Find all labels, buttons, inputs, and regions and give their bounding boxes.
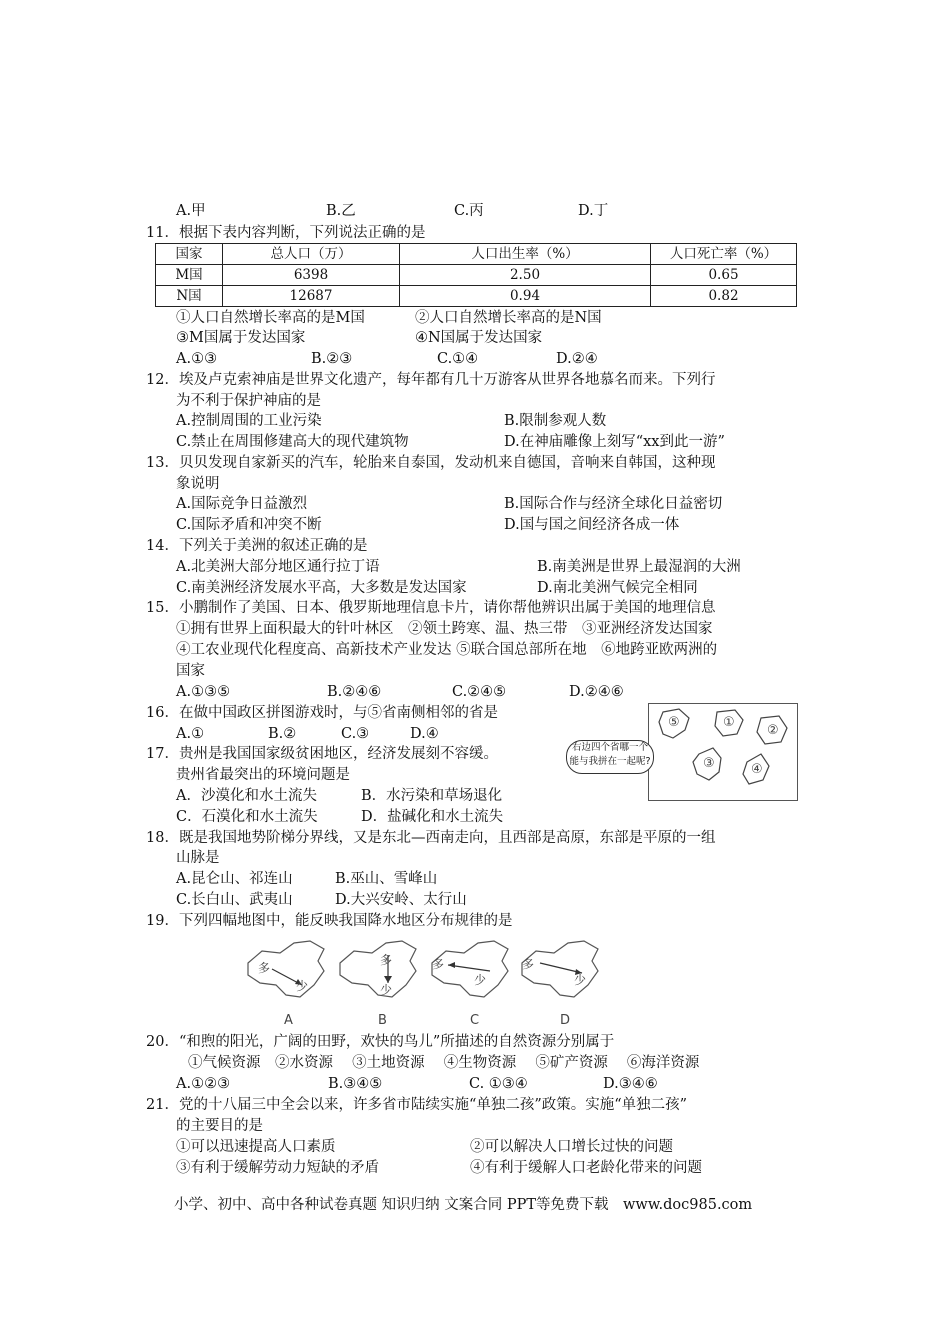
q10-option-d: D.丁 xyxy=(578,203,609,219)
map-c-duo: 多 xyxy=(432,957,445,971)
q12-stem-line2: 为不利于保护神庙的是 xyxy=(176,393,321,409)
q15-option-c: C.②④⑤ xyxy=(452,684,507,700)
q11-statement-1: ①人口自然增长率高的是M国 xyxy=(176,310,365,326)
q17-option-d: D．盐碱化和水土流失 xyxy=(361,809,504,825)
q15-stem-line3: ④工农业现代化程度高、高新技术产业发达 ⑤联合国总部所在地 ⑥地跨亚欧两洲的 xyxy=(176,642,718,658)
table-header: 总人口（万） xyxy=(223,244,400,265)
q15-option-d: D.②④⑥ xyxy=(569,684,624,700)
puzzle-mark-2: ② xyxy=(767,723,779,738)
q13-option-c: C.国际矛盾和冲突不断 xyxy=(176,517,322,533)
q16-option-b: B.② xyxy=(268,726,297,742)
speech-bubble xyxy=(566,740,654,774)
table-header: 人口死亡率（%） xyxy=(651,244,797,265)
table-cell: 0.82 xyxy=(651,286,797,307)
q13-stem-line2: 象说明 xyxy=(176,476,220,492)
q16-stem: 16．在做中国政区拼图游戏时，与⑤省南侧相邻的省是 xyxy=(146,705,498,721)
q21-statement-1: ①可以迅速提高人口素质 xyxy=(176,1139,336,1155)
q17-stem-line1: 17．贵州是我国国家级贫困地区，经济发展刻不容缓。 xyxy=(146,746,498,762)
map-d-shao: 少 xyxy=(574,973,587,987)
table-cell: 6398 xyxy=(223,265,400,286)
precip-map-c xyxy=(424,935,520,1007)
map-label-a: A xyxy=(284,1013,293,1028)
q15-option-b: B.②④⑥ xyxy=(327,684,382,700)
table-cell: N国 xyxy=(156,286,223,307)
q10-option-c: C.丙 xyxy=(454,203,484,219)
q12-option-a: A.控制周围的工业污染 xyxy=(176,413,322,429)
q11-statement-3: ③M国属于发达国家 xyxy=(176,330,306,346)
q15-stem-line2: ①拥有世界上面积最大的针叶林区 ②领土跨寒、温、热三带 ③亚洲经济发达国家 xyxy=(176,621,713,637)
q20-option-a: A.①②③ xyxy=(176,1076,231,1092)
q20-stem-line1: 20．“和煦的阳光，广阔的田野，欢快的鸟儿”所描述的自然资源分别属于 xyxy=(146,1034,615,1050)
table-cell: 12687 xyxy=(223,286,400,307)
map-label-d: D xyxy=(560,1013,571,1028)
q16-option-c: C.③ xyxy=(341,726,370,742)
q20-stem-line2: ①气候资源 ②水资源 ③土地资源 ④生物资源 ⑤矿产资源 ⑥海洋资源 xyxy=(188,1055,700,1071)
q14-option-d: D.南北美洲气候完全相同 xyxy=(537,580,698,596)
q11-statement-4: ④N国属于发达国家 xyxy=(415,330,543,346)
puzzle-mark-4: ④ xyxy=(751,762,763,777)
precip-map-b xyxy=(332,935,428,1007)
puzzle-mark-5: ⑤ xyxy=(668,715,680,730)
q16-option-a: A.① xyxy=(176,726,205,742)
table-cell: M国 xyxy=(156,265,223,286)
table-cell: 0.65 xyxy=(651,265,797,286)
map-d-duo: 多 xyxy=(522,957,535,971)
q13-option-d: D.国与国之间经济各成一体 xyxy=(504,517,680,533)
q20-option-d: D.③④⑥ xyxy=(603,1076,658,1092)
q18-stem-line2: 山脉是 xyxy=(176,850,220,866)
q11-option-c: C.①④ xyxy=(437,351,479,367)
q17-option-a: A．沙漠化和水土流失 xyxy=(176,788,317,804)
table-header-row xyxy=(156,244,797,265)
puzzle-mark-3: ③ xyxy=(703,756,715,771)
q21-statement-2: ②可以解决人口增长过快的问题 xyxy=(470,1139,673,1155)
q12-option-d: D.在神庙雕像上刻写“xx到此一游” xyxy=(504,434,725,450)
q21-stem-line2: 的主要目的是 xyxy=(176,1118,263,1134)
q13-option-b: B.国际合作与经济全球化日益密切 xyxy=(504,496,723,512)
table-row xyxy=(156,265,797,286)
q20-option-b: B.③④⑤ xyxy=(328,1076,383,1092)
map-c-shao: 少 xyxy=(474,973,487,987)
population-table xyxy=(155,243,797,307)
q10-option-a: A.甲 xyxy=(176,203,206,219)
map-a-duo: 多 xyxy=(258,961,271,975)
q19-stem: 19．下列四幅地图中，能反映我国降水地区分布规律的是 xyxy=(146,913,513,929)
q13-stem-line1: 13．贝贝发现自家新买的汽车，轮胎来自泰国，发动机来自德国，音响来自韩国，这种现 xyxy=(146,455,716,471)
q12-option-c: C.禁止在周围修建高大的现代建筑物 xyxy=(176,434,409,450)
q17-option-b: B．水污染和草场退化 xyxy=(361,788,503,804)
q12-option-b: B.限制参观人数 xyxy=(504,413,607,429)
puzzle-mark-1: ① xyxy=(723,715,735,730)
q14-stem: 14．下列关于美洲的叙述正确的是 xyxy=(146,538,368,554)
q12-stem-line1: 12．埃及卢克索神庙是世界文化遗产，每年都有几十万游客从世界各地慕名而来。下列行 xyxy=(146,372,716,388)
bubble-text-line1: 右边四个省哪一个 xyxy=(571,742,648,753)
q18-option-b: B.巫山、雪峰山 xyxy=(335,871,438,887)
q10-option-b: B.乙 xyxy=(326,203,356,219)
q18-option-c: C.长白山、武夷山 xyxy=(176,892,293,908)
q11-statement-2: ②人口自然增长率高的是N国 xyxy=(415,310,602,326)
q17-stem-line2: 贵州省最突出的环境问题是 xyxy=(176,767,350,783)
precip-map-a xyxy=(240,935,336,1007)
q17-option-c: C．石漠化和水土流失 xyxy=(176,809,318,825)
map-label-b: B xyxy=(378,1013,387,1028)
q11-stem: 11．根据下表内容判断，下列说法正确的是 xyxy=(146,225,426,241)
bubble-text-line2: 能与我拼在一起呢? xyxy=(569,756,651,767)
table-header: 国家 xyxy=(156,244,223,265)
q16-option-d: D.④ xyxy=(410,726,439,742)
q11-option-b: B.②③ xyxy=(311,351,353,367)
q14-option-c: C.南美洲经济发展水平高，大多数是发达国家 xyxy=(176,580,467,596)
q21-statement-4: ④有利于缓解人口老龄化带来的问题 xyxy=(470,1160,702,1176)
q15-option-a: A.①③⑤ xyxy=(176,684,231,700)
table-cell: 0.94 xyxy=(400,286,651,307)
province-puzzle-figure xyxy=(648,703,798,801)
q18-option-a: A.昆仑山、祁连山 xyxy=(176,871,293,887)
q15-stem-line1: 15．小鹏制作了美国、日本、俄罗斯地理信息卡片，请你帮他辨识出属于美国的地理信息 xyxy=(146,600,716,616)
page-footer: 小学、初中、高中各种试卷真题 知识归纳 文案合同 PPT等免费下载 www.doc985.com xyxy=(174,1197,753,1213)
q15-stem-line4: 国家 xyxy=(176,663,205,679)
table-cell: 2.50 xyxy=(400,265,651,286)
q21-stem-line1: 21．党的十八届三中全会以来，许多省市陆续实施“单独二孩”政策。实施“单独二孩” xyxy=(146,1097,688,1113)
q13-option-a: A.国际竞争日益激烈 xyxy=(176,496,308,512)
map-a-shao: 少 xyxy=(296,979,309,993)
q11-option-d: D.②④ xyxy=(556,351,598,367)
map-b-duo: 多 xyxy=(380,953,393,967)
q14-option-b: B.南美洲是世界上最湿润的大洲 xyxy=(537,559,741,575)
q20-option-c: C. ①③④ xyxy=(469,1076,528,1092)
q18-option-d: D.大兴安岭、太行山 xyxy=(335,892,467,908)
table-row xyxy=(156,286,797,307)
q14-option-a: A.北美洲大部分地区通行拉丁语 xyxy=(176,559,380,575)
q18-stem-line1: 18．既是我国地势阶梯分界线，又是东北—西南走向，且西部是高原，东部是平原的一组 xyxy=(146,830,716,846)
q11-option-a: A.①③ xyxy=(176,351,218,367)
map-b-shao: 少 xyxy=(380,983,393,997)
table-header: 人口出生率（%） xyxy=(400,244,651,265)
q21-statement-3: ③有利于缓解劳动力短缺的矛盾 xyxy=(176,1160,379,1176)
map-label-c: C xyxy=(470,1013,480,1028)
precip-map-d xyxy=(514,935,610,1007)
